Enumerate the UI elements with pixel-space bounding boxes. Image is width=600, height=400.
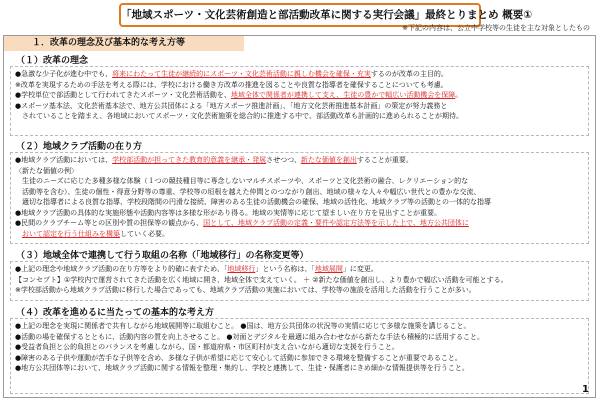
body-text: 〈新たな価値の例〉 <box>15 166 78 175</box>
highlight-text: 学校部活動が担ってきた教育的意義を継承・発展 <box>112 156 267 164</box>
document-title: 「地域スポーツ・文化芸術創造と部活動改革に関する実行会議」最終とりまとめ 概要① <box>119 3 481 27</box>
body-line <box>15 332 584 343</box>
highlight-text: 国として、地域クラブ活動の定義・要件や認定方法等を示した上で、地方公共団体に <box>203 219 469 227</box>
body-text: 生徒のニーズに応じた多種多様な体験（１つの競技種目等に専念しないマルチスポーツや、スポーツと文化芸術の融合、レクリエーション的な <box>15 177 469 185</box>
naming-box <box>10 261 589 301</box>
body-line <box>15 80 584 91</box>
body-line <box>15 353 584 364</box>
body-text: されていることを踏まえ、各地域においてスポーツ・文化芸術施策を総合的に推進する中で、部活動改革も計画的に進められることが期待。 <box>15 112 463 120</box>
body-text: ●上記の理念を実現に関係者で共有しながら地域展開等に取組むこと。 ●国は、地方公共団体の状況等の実情に応じて多様な施策を講じること。 <box>15 322 471 330</box>
body-line <box>15 229 584 240</box>
section-heading: １．改革の理念及び基本的な考え方等 <box>4 36 244 51</box>
body-line <box>15 69 584 80</box>
body-text: ●障害のある子供や運動が苦手な子供等を含め、多様な子供が希望に応じて安心して活動に参加できる環境を整備することが重要であること。 <box>15 353 462 362</box>
body-line <box>15 101 584 112</box>
body-line <box>15 187 584 198</box>
highlight-text: 地域移行 <box>227 265 256 273</box>
body-text: ※改革を実現するための手法を考える際には、学校における働き方改革の推進を図ることや良質な指導者を確保することについても考慮。 <box>15 80 448 89</box>
body-line <box>15 90 584 101</box>
content-frame <box>3 35 596 398</box>
body-line <box>15 342 584 353</box>
highlight-text: 将来にわたって生徒が継続的にスポーツ・文化芸術活動に親しむ機会を確保・充実 <box>112 70 371 78</box>
body-text: ●スポーツ基本法、文化芸術基本法で、地方公共団体による「地方スポーツ推進計画」、「地方文化芸術推進基本計画」の策定が努力義務と <box>15 101 448 110</box>
body-text: 。 <box>455 91 463 99</box>
body-line <box>15 218 584 229</box>
page-number: 1 <box>582 384 589 395</box>
body-line <box>15 264 584 275</box>
basic-approach-box <box>10 318 589 394</box>
body-text: 活動等を含む）、生徒の個性・得意分野等の尊重、学校等の垣根を越えた仲間とのつながり創出、地域の様々な人々や幅広い世代との豊かな交流、 <box>15 187 481 196</box>
body-line <box>15 208 584 219</box>
body-line <box>15 321 584 332</box>
heading-naming: （３）地域全体で連携して行う取組の名称（「地域移行」の名称変更等） <box>16 251 309 261</box>
heading-club-activity: （２）地域クラブ活動の在り方 <box>16 142 143 152</box>
body-line <box>15 363 584 374</box>
body-text: ●民間のクラブチーム等との区別や質の担保等の観点から、 <box>15 219 204 227</box>
body-line <box>15 285 584 296</box>
body-text: することが重要。 <box>356 156 413 164</box>
body-text: 」という名称は、「 <box>255 265 315 273</box>
heading-basic-approach: （４）改革を進めるに当たっての基本的な考え方 <box>16 308 215 318</box>
body-text: ●地域クラブ活動の具体的な実施形態や活動内容等は多様な形があり得る。地域の実情等に応じて望ましい在り方を見出すことが重要。 <box>15 208 442 217</box>
heading-reform-philosophy: （１）改革の理念 <box>16 56 89 66</box>
highlight-text: 新たな価値を創出 <box>300 156 357 164</box>
body-text: ●地域クラブ活動においては、 <box>15 156 113 164</box>
body-text: ●学校単位で部活動として行われてきたスポーツ・文化芸術活動を、 <box>15 91 231 99</box>
reform-philosophy-box <box>10 66 589 136</box>
highlight-text: 地域展開 <box>314 265 343 273</box>
body-text: ※学校部活動から地域クラブ活動に移行した場合であっても、地域クラブ活動の実施においては、学校等の施設を活用した活動を行うことが多い。 <box>15 286 476 294</box>
scope-note: ※下記の内容は、公立中学校等の生徒を主な対象としたもの <box>402 24 590 32</box>
body-line <box>15 166 584 177</box>
club-activity-box <box>10 152 589 244</box>
body-text <box>15 230 22 238</box>
body-text: ●受益者負担と公的負担とのバランスを考慮しながら、国・都道府県・市区町村が支え合いながら適切な支援を行うこと。 <box>15 343 399 351</box>
body-text: させつつ、 <box>266 156 301 164</box>
body-text: ●地方公共団体等において、地域クラブ活動に関する情報を整理・集約し、学校と連携して、生徒・保護者にきめ細かな情報提供等を行うこと。 <box>15 364 469 372</box>
highlight-text: 地域全体で関係者が連携して支え、生徒の豊かで幅広い活動機会を保障 <box>230 91 456 99</box>
body-text: 」に変更。 <box>342 265 378 273</box>
body-text: するのが改革の主目的。 <box>370 70 448 78</box>
highlight-text: おいて認定を行う仕組みを構築 <box>22 229 120 238</box>
body-text: 【コンセプト】①学校内で運営されてきた活動を広く地域に開き、地域全体で支えていく。 ＋ ②新たな価値を創出し、より豊かで幅広い活動を可能とする。 <box>15 275 508 284</box>
body-line <box>15 275 584 286</box>
body-line <box>15 197 584 208</box>
body-text: ●急激な少子化が進む中でも、 <box>15 70 113 78</box>
body-text: ●上記の理念や地域クラブ活動の在り方等をより的確に表すため、「 <box>15 265 228 273</box>
body-text: ●活動の場を確保するとともに、活動内容の質を向上させること。 ●対面とデジタルを最適に組み合わせながら新たな手法も積極的に活用すること。 <box>15 332 485 341</box>
body-line <box>15 176 584 187</box>
body-text: していく必要。 <box>120 229 169 238</box>
body-text: 適切な指導者による良質な指導、学校段階間の円滑な接続、障害のある生徒の活動機会の確保、地域の活性化、地域クラブ等の活動との一体的な指導 <box>15 198 491 206</box>
body-line <box>15 155 584 166</box>
body-line <box>15 111 584 122</box>
